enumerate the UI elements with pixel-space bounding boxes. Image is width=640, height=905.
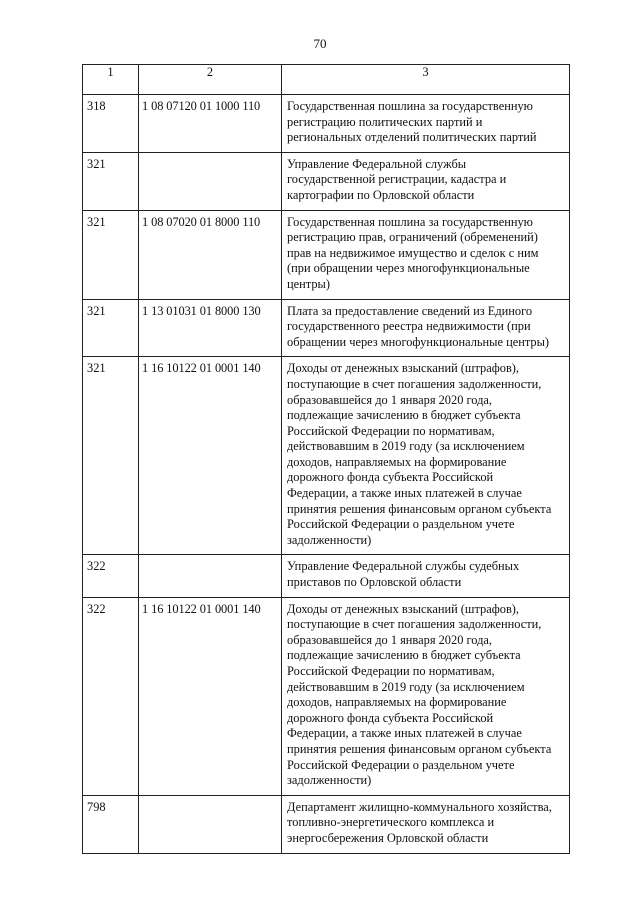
budget-code-cell: 1 16 10122 01 0001 140 xyxy=(139,597,282,795)
revenue-name-line: Плата за предоставление сведений из Единого xyxy=(287,303,533,318)
revenue-name-line: поступающие в счет погашения задолженности, xyxy=(287,376,542,391)
revenue-name-line: подлежащие зачислению в бюджет субъекта xyxy=(287,648,521,663)
revenue-name-line: Управление Федеральной службы xyxy=(287,156,467,171)
revenue-name-line: топливно-энергетического комплекса и xyxy=(287,815,495,830)
column-header-3: 3 xyxy=(282,65,570,95)
revenue-name-line: региональных отделений политических партий xyxy=(287,130,537,145)
revenue-name-line: задолженности) xyxy=(287,532,372,547)
revenue-name-cell xyxy=(282,95,570,153)
admin-code-cell: 798 xyxy=(83,795,139,853)
revenue-name-line: образовавшейся до 1 января 2020 года, xyxy=(287,392,493,407)
revenue-name-line: подлежащие зачислению в бюджет субъекта xyxy=(287,408,521,423)
revenue-name-line: задолженности) xyxy=(287,773,372,788)
admin-code-cell: 322 xyxy=(83,597,139,795)
revenue-name-line: принятия решения финансовым органом субъекта xyxy=(287,741,552,756)
table-row xyxy=(83,795,570,853)
table-row xyxy=(83,597,570,795)
revenue-name-line: картографии по Орловской области xyxy=(287,187,475,202)
admin-code-cell: 321 xyxy=(83,357,139,555)
revenue-name-line: энергосбережения Орловской области xyxy=(287,830,489,845)
budget-code-cell: 1 13 01031 01 8000 130 xyxy=(139,299,282,357)
table-header-row xyxy=(83,65,570,95)
revenue-name-line: Департамент жилищно-коммунального хозяйства, xyxy=(287,799,552,814)
admin-code-cell: 321 xyxy=(83,152,139,210)
revenue-name-line: Российской Федерации о раздельном учете xyxy=(287,757,515,772)
revenue-name-cell xyxy=(282,152,570,210)
revenue-name-line: приставов по Орловской области xyxy=(287,575,462,590)
revenue-name-line: образовавшейся до 1 января 2020 года, xyxy=(287,632,493,647)
revenue-name-line: Государственная пошлина за государственную xyxy=(287,214,533,229)
revenue-name-cell xyxy=(282,795,570,853)
revenue-name-cell xyxy=(282,210,570,299)
budget-code-cell xyxy=(139,555,282,597)
table-row xyxy=(83,152,570,210)
revenue-name-line: действовавшим в 2019 году (за исключением xyxy=(287,439,525,454)
revenue-name-line: поступающие в счет погашения задолженности, xyxy=(287,617,542,632)
budget-code-cell xyxy=(139,795,282,853)
admin-code-cell: 318 xyxy=(83,95,139,153)
revenue-name-cell xyxy=(282,357,570,555)
revenue-name-line: государственной регистрации, кадастра и xyxy=(287,172,507,187)
admin-code-cell: 321 xyxy=(83,210,139,299)
revenue-name-line: Доходы от денежных взысканий (штрафов), xyxy=(287,361,520,376)
revenue-name-line: доходов, направляемых на формирование xyxy=(287,454,507,469)
revenue-name-cell xyxy=(282,555,570,597)
budget-code-cell xyxy=(139,152,282,210)
revenue-name-cell xyxy=(282,299,570,357)
table-row xyxy=(83,95,570,153)
table-row xyxy=(83,555,570,597)
column-header-1: 1 xyxy=(83,65,139,95)
table-row xyxy=(83,357,570,555)
revenue-name-line: регистрацию политических партий и xyxy=(287,114,483,129)
budget-revenue-table xyxy=(82,64,570,854)
revenue-name-line: Управление Федеральной службы судебных xyxy=(287,559,520,574)
table-row xyxy=(83,210,570,299)
revenue-name-line: государственного реестра недвижимости (при xyxy=(287,319,531,334)
admin-code-cell: 321 xyxy=(83,299,139,357)
table-row xyxy=(83,299,570,357)
revenue-name-cell xyxy=(282,597,570,795)
page-number: 70 xyxy=(313,36,327,51)
budget-code-cell: 1 08 07120 01 1000 110 xyxy=(139,95,282,153)
column-header-2: 2 xyxy=(139,65,282,95)
revenue-name-line: Российской Федерации о раздельном учете xyxy=(287,517,515,532)
budget-code-cell: 1 16 10122 01 0001 140 xyxy=(139,357,282,555)
table-body xyxy=(83,95,570,854)
revenue-name-line: Федерации, а также иных платежей в случае xyxy=(287,486,522,501)
revenue-name-line: (при обращении через многофункциональные xyxy=(287,261,530,276)
revenue-name-line: дорожного фонда субъекта Российской xyxy=(287,470,494,485)
budget-code-cell: 1 08 07020 01 8000 110 xyxy=(139,210,282,299)
revenue-name-line: регистрацию прав, ограничений (обременений) xyxy=(287,230,538,245)
revenue-name-line: Российской Федерации по нормативам, xyxy=(287,664,495,678)
revenue-name-line: обращении через многофункциональные центры) xyxy=(287,334,550,349)
revenue-name-line: дорожного фонда субъекта Российской xyxy=(287,710,494,725)
revenue-name-line: прав на недвижимое имущество и сделок с ним xyxy=(287,245,539,260)
revenue-name-line: принятия решения финансовым органом субъекта xyxy=(287,501,552,516)
revenue-name-line: центры) xyxy=(287,276,330,291)
revenue-name-line: Доходы от денежных взысканий (штрафов), xyxy=(287,601,520,616)
revenue-name-line: Российской Федерации по нормативам, xyxy=(287,423,495,438)
revenue-name-line: доходов, направляемых на формирование xyxy=(287,695,507,710)
admin-code-cell: 322 xyxy=(83,555,139,597)
revenue-name-line: действовавшим в 2019 году (за исключением xyxy=(287,679,525,694)
revenue-name-line: Федерации, а также иных платежей в случае xyxy=(287,726,522,741)
revenue-name-line: Государственная пошлина за государственную xyxy=(287,99,533,113)
